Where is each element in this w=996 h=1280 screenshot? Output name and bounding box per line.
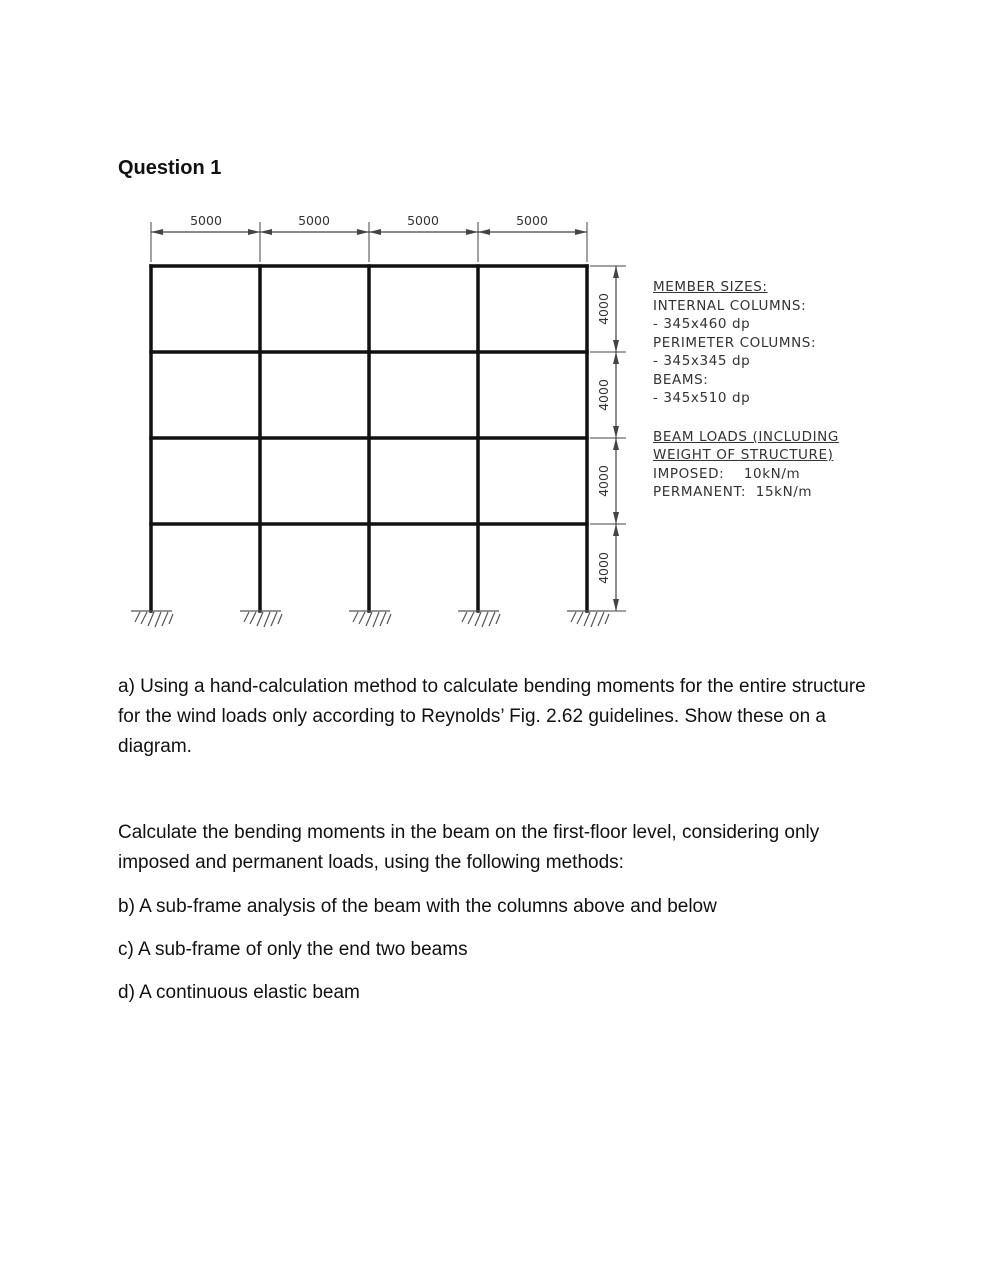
support-1 <box>131 611 173 627</box>
perimeter-columns-label: PERIMETER COLUMNS: <box>653 334 817 351</box>
imposed-value: 10kN/m <box>743 465 801 482</box>
member-sizes-heading: MEMBER SIZES: <box>653 279 768 295</box>
permanent-label: PERMANENT: <box>653 484 746 500</box>
beam-loads-heading-2: WEIGHT OF STRUCTURE) <box>653 447 834 463</box>
frame-structure <box>151 266 587 611</box>
member-notes <box>653 278 839 502</box>
beams-value: - 345x510 dp <box>653 390 751 406</box>
fixed-supports <box>131 611 609 627</box>
question-a: a) Using a hand-calculation method to calculate bending moments for the entire structure for the wind loads only according to Reynolds’ Fig. 2.62 guidelines. Show these on a diagram. <box>118 676 866 757</box>
imposed-label: IMPOSED: <box>653 465 725 482</box>
question-b: b) A sub-frame analysis of the beam with the columns above and below <box>118 896 717 917</box>
question-c: c) A sub-frame of only the end two beams <box>118 939 468 960</box>
span-label-3: 5000 <box>407 213 439 228</box>
permanent-value: 15kN/m <box>755 484 813 500</box>
permanent-load-row <box>653 483 839 502</box>
storey-label-2: 4000 <box>596 379 611 411</box>
beams-label: BEAMS: <box>653 371 709 388</box>
perimeter-columns-value: - 345x345 dp <box>653 353 751 369</box>
support-4 <box>458 611 500 627</box>
beam-loads-heading-1: BEAM LOADS (INCLUDING <box>653 428 839 445</box>
top-dimension-line <box>151 222 587 262</box>
support-2 <box>240 611 282 627</box>
span-label-2: 5000 <box>298 213 330 228</box>
internal-columns-label: INTERNAL COLUMNS: <box>653 297 807 314</box>
storey-label-3: 4000 <box>596 465 611 497</box>
imposed-load-row <box>653 465 839 484</box>
span-label-1: 5000 <box>190 213 222 228</box>
internal-columns-value: - 345x460 dp <box>653 316 751 332</box>
storey-label-4: 4000 <box>596 552 611 584</box>
support-3 <box>349 611 391 627</box>
intro-bcd: Calculate the bending moments in the beam on the first-floor level, considering only imposed and permanent loads, using the following methods: <box>118 822 820 873</box>
storey-label-1: 4000 <box>596 293 611 325</box>
question-title: Question 1 <box>118 157 222 179</box>
question-d: d) A continuous elastic beam <box>118 982 360 1003</box>
support-5 <box>567 611 609 627</box>
span-label-4: 5000 <box>516 213 548 228</box>
